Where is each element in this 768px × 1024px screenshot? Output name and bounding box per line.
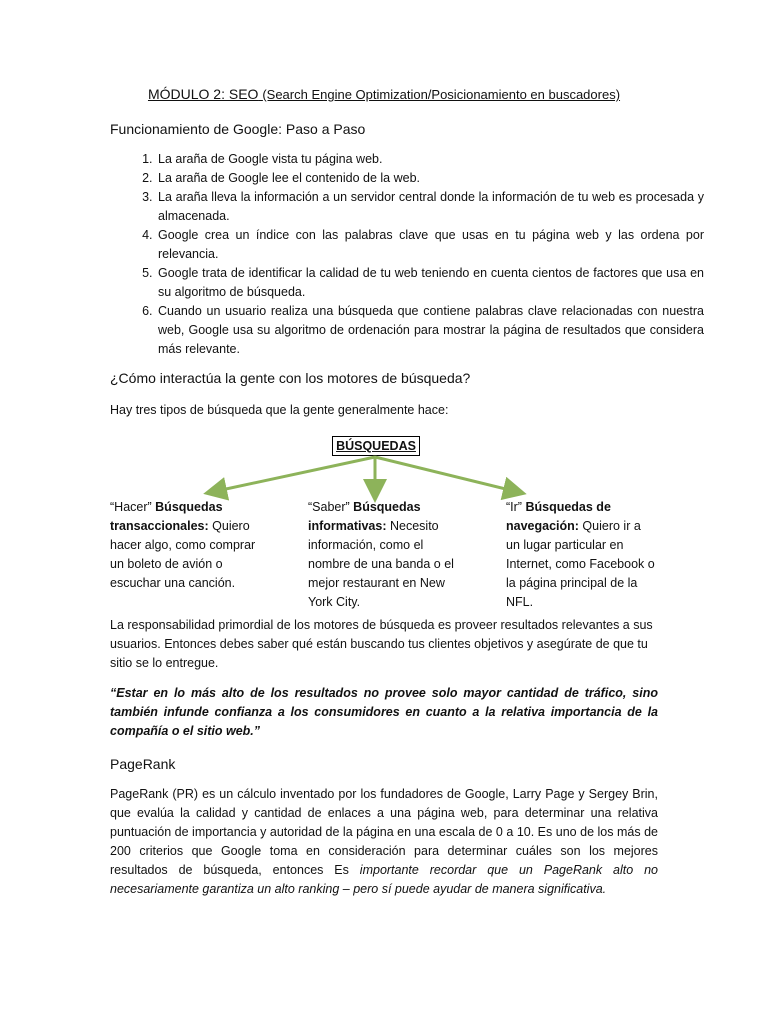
saber-title: Búsquedas informativas: [308,500,421,533]
section-heading-google: Funcionamiento de Google: Paso a Paso [110,121,366,137]
section-heading-pagerank: PageRank [110,756,176,772]
list-item: 6. Cuando un usuario realiza una búsqueda que contiene palabras clave relacionadas con nuestra web, Google usa su algoritmo de ordenación para mostrar la página de resultados que considera más relevante. [156,302,704,359]
hacer-quote: “Hacer” [110,500,152,514]
search-type-saber [308,498,468,612]
pagerank-italic-note: importante recordar que un PageRank alto no necesariamente garantiza un alto ranking – pero sí puede ayudar de manera significativa. [110,863,658,896]
hacer-text: Quiero hacer algo, como comprar un boleto de avión o escuchar una canción. [110,519,256,590]
responsibility-paragraph: La responsabilidad primordial de los motores de búsqueda es proveer resultados relevantes a sus usuarios. Entonces debes saber qué están buscando tus clientes objetivos y asegúrate de que tu sitio se lo entregue. [110,618,653,670]
search-type-ir [506,498,656,612]
saber-quote: “Saber” [308,500,350,514]
ir-quote: “Ir” [506,500,522,514]
list-item: 1. La araña de Google vista tu página web. [156,150,704,169]
search-type-hacer [110,498,270,593]
intro-paragraph: Hay tres tipos de búsqueda que la gente generalmente hace: [110,403,449,417]
busquedas-box: BÚSQUEDAS [332,436,420,456]
title-subtitle: (Search Engine Optimization/Posicionamiento en buscadores) [262,87,621,102]
list-item: 4. Google crea un índice con las palabras clave que usas en tu página web y las ordena por relevancia. [156,226,704,264]
title-main: MÓDULO 2: SEO [147,86,259,102]
highlight-quote: “Estar en lo más alto de los resultados no provee solo mayor cantidad de tráfico, sino también infunde confianza a los consumidores en cuanto a la relativa importancia de la compañía o el sitio web.” [110,686,658,738]
ir-title: Búsquedas de navegación: [506,500,611,533]
list-item: 2. La araña de Google lee el contenido de la web. [156,169,704,188]
pagerank-paragraph [110,785,658,899]
arrow-left [212,457,375,492]
arrow-right [375,457,518,492]
ir-text: Quiero ir a un lugar particular en Internet, como Facebook o la página principal de la NFL. [506,519,655,609]
section-heading-interaction: ¿Cómo interactúa la gente con los motores de búsqueda? [110,370,471,386]
list-item: 5. Google trata de identificar la calidad de tu web teniendo en cuenta cientos de factores que usa en su algoritmo de búsqueda. [156,264,704,302]
saber-text: Necesito información, como el nombre de una banda o el mejor restaurant en New York City. [308,519,454,609]
hacer-title: Búsquedas transaccionales: [110,500,223,533]
list-item: 3. La araña lleva la información a un servidor central donde la información de tu web es procesada y almacenada. [156,188,704,226]
pagerank-body: PageRank (PR) es un cálculo inventado por los fundadores de Google, Larry Page y Sergey Brin, que evalúa la calidad y cantidad de enlaces a una página web, para determinar una relativa puntuación de importancia y autoridad de la página en una escala de 0 a 10. Es uno de los más de 200 criterios que Google toma en consideración para determinar cuáles son los mejores resultados de búsqueda, entonces Es [110,787,658,877]
